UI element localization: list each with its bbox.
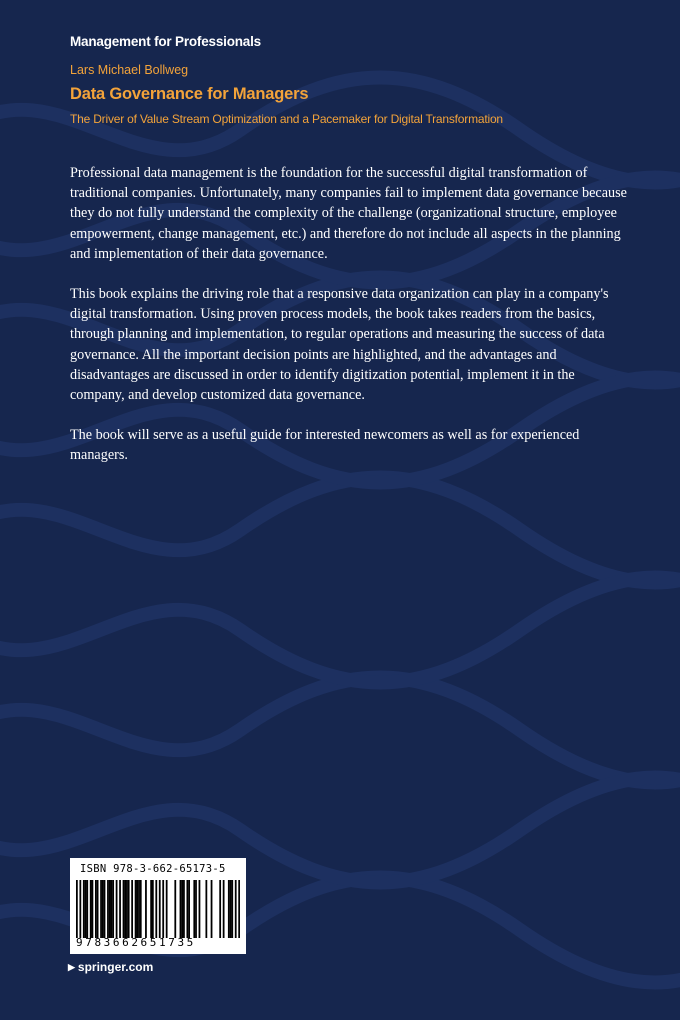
isbn-barcode-box — [70, 858, 246, 954]
barcode-bar — [119, 880, 121, 938]
barcode-bar — [150, 880, 152, 938]
barcode-bar — [152, 880, 154, 938]
barcode-bar — [109, 880, 111, 938]
barcode-bar — [111, 880, 113, 938]
barcode-bar — [126, 880, 128, 938]
barcode-bar — [128, 880, 130, 938]
barcode-bar — [123, 880, 125, 938]
barcode-bar — [183, 880, 185, 938]
barcode-bar — [228, 880, 230, 938]
barcode-bar — [131, 880, 133, 938]
barcode-bar — [97, 880, 99, 938]
barcode-bar — [86, 880, 88, 938]
barcode-bar — [205, 880, 207, 938]
barcode-bar — [180, 880, 182, 938]
publisher-link[interactable] — [68, 960, 153, 974]
barcode-bar — [186, 880, 188, 938]
description-paragraph: Professional data management is the foundation for the successful digital transformation of traditional companies. Unfortunately, many companies fail to implement data governance because they do not fully understand the complexity of the challenge (organizational structure, employee empowerment, change management, etc.) and therefore do not include all aspects in the planning and implementation of their data governance. — [70, 165, 627, 262]
barcode-bar — [238, 880, 240, 938]
barcode-bar — [181, 880, 183, 938]
barcode-bar — [219, 880, 221, 938]
barcode-bar — [92, 880, 94, 938]
barcode-bar — [195, 880, 197, 938]
barcode-bar — [100, 880, 102, 938]
barcode-bar — [159, 880, 161, 938]
book-subtitle: The Driver of Value Stream Optimization and a Pacemaker for Digital Transformation — [70, 112, 503, 126]
description-paragraph: This book explains the driving role that a responsive data organization can play in a company's digital transformation. Using proven process models, the book takes readers from the basics, through planning and implementation, to regular operations and measuring the success of data governance. All the important decision points are highlighted, and the advantages and disadvantages are discussed in order to identify digitization potential, implement it in the company, and develop customized data governance. — [70, 286, 609, 404]
barcode-bar — [135, 880, 137, 938]
barcode-bar — [138, 880, 140, 938]
isbn-label: ISBN 978-3-662-65173-5 — [80, 863, 226, 875]
book-title: Data Governance for Managers — [70, 85, 309, 103]
barcode-bar — [76, 880, 78, 938]
publisher-url: springer.com — [77, 960, 154, 974]
barcode-bar — [199, 880, 201, 938]
barcode-bar — [104, 880, 106, 938]
book-description — [70, 163, 630, 486]
barcode-bar — [166, 880, 168, 938]
barcode-bar — [112, 880, 114, 938]
barcode-bar — [95, 880, 97, 938]
barcode-bar — [102, 880, 104, 938]
barcode-bar — [230, 880, 232, 938]
barcode-bar — [136, 880, 138, 938]
barcode-bar — [223, 880, 225, 938]
barcode-bar — [231, 880, 233, 938]
barcode-bar — [124, 880, 126, 938]
barcode-bar — [211, 880, 213, 938]
barcode-bar — [116, 880, 118, 938]
barcode-bar — [145, 880, 147, 938]
barcode-bar — [107, 880, 109, 938]
barcode-digits: 9783662651735 — [76, 936, 196, 949]
barcode-bar — [235, 880, 237, 938]
barcode-bar — [83, 880, 85, 938]
barcode-bar — [140, 880, 142, 938]
author-name: Lars Michael Bollweg — [70, 63, 189, 77]
barcode-bar — [79, 880, 81, 938]
barcode-bar — [174, 880, 176, 938]
barcode-bar — [162, 880, 164, 938]
play-arrow-icon: ▶ — [68, 962, 75, 972]
description-paragraph: The book will serve as a useful guide for interested newcomers as well as for experienced managers. — [70, 427, 580, 464]
barcode-bar — [193, 880, 195, 938]
series-name: Management for Professionals — [70, 34, 261, 49]
barcode-bar — [85, 880, 87, 938]
barcode — [76, 880, 240, 938]
barcode-bar — [188, 880, 190, 938]
barcode-bar — [90, 880, 92, 938]
barcode-bar — [155, 880, 157, 938]
